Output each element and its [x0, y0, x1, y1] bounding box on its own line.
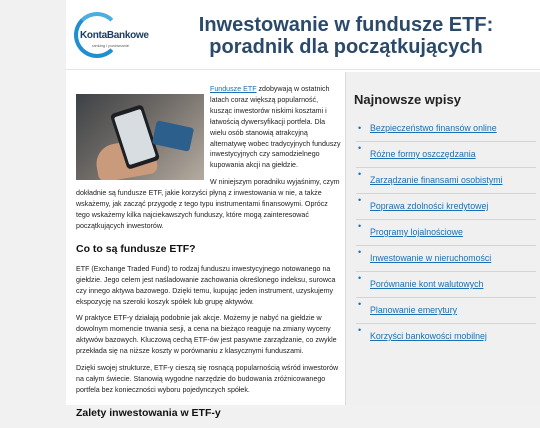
list-item [356, 141, 536, 160]
post-link[interactable]: Planowanie emerytury [370, 305, 458, 315]
etf-link[interactable]: Fundusze ETF [210, 85, 257, 93]
list-item [356, 297, 536, 316]
list-item [356, 245, 536, 264]
paragraph: ETF (Exchange Traded Fund) to rodzaj funduszu inwestycyjnego notowanego na giełdzie. Jego celem jest naśladowanie zachowania określonego indeksu, surowca czy innego aktywa bazowego. Dzięki temu, kupując jeden instrument, uzyskujemy ekspozycję na szeroki koszyk spółek lub grupę aktywów. [76, 264, 336, 306]
post-link[interactable]: Programy lojalnościowe [370, 227, 463, 237]
list-item [356, 122, 536, 134]
post-link[interactable]: Inwestowanie w nieruchomości [370, 253, 492, 263]
post-link[interactable]: Bezpieczeństwo finansów online [370, 123, 497, 133]
paragraph: W niniejszym poradniku wyjaśnimy, czym dokładnie są fundusze ETF, jakie korzyści płyną z inwestowania w nie, a także wskażemy, jak zacząć przygodę z tego typu instrumentami finansowymi. Oprócz tego wskażemy kilka najciekawszych funduszy, które mogą zainteresować początkujących inwestorów. [76, 178, 340, 230]
logo-tagline: ranking i porównanie [92, 43, 129, 48]
intro-text: zdobywają w ostatnich latach coraz większą popularność, kusząc inwestorów niskimi kosztami i łatwością dywersyfikacji portfela. Dla wielu osób stanowią atrakcyjną alternatywę wobec tradycyjnych funduszy inwestycyjnych czy samodzielnego kupowania akcji na giełdzie. [210, 85, 341, 170]
list-item [356, 271, 536, 290]
paragraph: W praktyce ETF-y działają podobnie jak akcje. Możemy je nabyć na giełdzie w dowolnym momencie trwania sesji, a cena na bieżąco reaguje na zmiany wyceny aktywów bazowych. Kluczową cechą ETF-ów jest pasywne zarządzanie, co zwykle przekłada się na niższe koszty w porównaniu z klasycznymi funduszami. [76, 314, 337, 356]
post-link[interactable]: Poprawa zdolności kredytowej [370, 201, 489, 211]
section-heading: Co to są fundusze ETF? [76, 242, 196, 255]
article-body [76, 84, 342, 428]
list-item [356, 323, 536, 342]
recent-posts-list [356, 122, 536, 349]
article-hero-image [76, 94, 204, 180]
post-link[interactable]: Korzyści bankowości mobilnej [370, 331, 487, 341]
section-heading: Zalety inwestowania w ETF-y [76, 406, 221, 419]
logo-name: KontaBankowe [80, 30, 149, 41]
post-link[interactable]: Zarządzanie finansami osobistymi [370, 175, 503, 185]
page [66, 0, 540, 419]
post-link[interactable]: Różne formy oszczędzania [370, 149, 476, 159]
paragraph: Dzięki swojej strukturze, ETF-y cieszą się rosnącą popularnością wśród inwestorów na całym świecie. Stanowią wygodne narzędzie do budowania zróżnicowanego portfela bez konieczności wyboru pojedynczych spółek. [76, 364, 339, 394]
list-item [356, 219, 536, 238]
credit-card-icon [152, 120, 194, 151]
list-item [356, 193, 536, 212]
site-logo[interactable] [74, 12, 154, 58]
site-header [66, 0, 540, 70]
page-title: Inwestowanie w fundusze ETF: poradnik dla początkujących [198, 14, 494, 58]
list-item [356, 167, 536, 186]
post-link[interactable]: Porównanie kont walutowych [370, 279, 484, 289]
sidebar-title: Najnowsze wpisy [354, 92, 461, 107]
sidebar [345, 72, 540, 405]
